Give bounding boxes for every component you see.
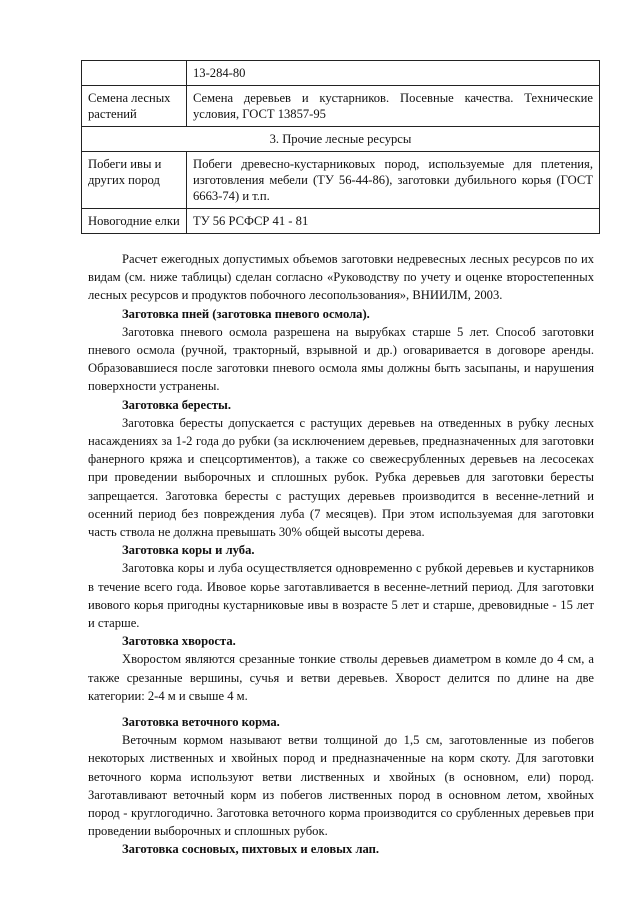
table-cell-category: Новогодние елки <box>82 209 187 234</box>
section-text-stumps: Заготовка пневого осмола разрешена на вырубках старше 5 лет. Способ заготовки пневого осмола (ручной, тракторный, взрывной и др.) оговаривается в договоре аренды. Образовавшиеся после заготовки пневого осмола ямы должны быть засыпаны, и нарушения поверхности устранены. <box>88 324 594 394</box>
table-row <box>82 152 600 209</box>
table-cell-standard: ТУ 56 РСФСР 41 - 81 <box>187 209 600 234</box>
intro-paragraph: Расчет ежегодных допустимых объемов заготовки недревесных лесных ресурсов по их видам (см. ниже таблицы) сделан согласно «Руководству по учету и оценке второстепенных лесных ресурсов и продуктов побочного лесопользования», ВНИИЛМ, 2003. <box>88 252 594 303</box>
section-text-birch-bark: Заготовка бересты допускается с растущих деревьев на отведенных в рубку лесных насаждениях за 1-2 года до рубки (за исключением деревьев, предназначенных для заготовки фанерного кряжа и спецсортиментов), а также со свежесрубленных деревьев на лесосеках при проведении выборочных и сплошных рубок. Рубка деревьев для заготовки бересты запрещается. Заготовка бересты с растущих деревьев производится в весенне-летний и осенний период без повреждения луба (7 месяцев). При этом используемая для заготовки часть ствола не должна превышать 30% общей высоты дерева. <box>88 415 594 540</box>
table-section-heading: 3. Прочие лесные ресурсы <box>82 127 600 152</box>
table-cell-category <box>82 61 187 86</box>
table-row <box>82 61 600 86</box>
section-heading-stumps: Заготовка пней (заготовка пневого осмола). <box>122 306 370 321</box>
section-text-brushwood: Хворостом являются срезанные тонкие стволы деревьев диаметром в комле до 4 см, а также срезанные вершины, сучья и ветви деревьев. Хворост делится по длине на две категории: 2-4 м и свыше 4 м. <box>88 652 594 703</box>
table-cell-category: Семена лесных растений <box>82 86 187 127</box>
table-cell-category: Побеги ивы и других пород <box>82 152 187 209</box>
standards-table <box>81 60 600 234</box>
table-row <box>82 127 600 152</box>
section-heading-twig-fodder: Заготовка веточного корма. <box>122 715 280 729</box>
table-cell-standard: 13-284-80 <box>187 61 600 86</box>
section-heading-bark-bast: Заготовка коры и луба. <box>122 543 255 558</box>
table-row <box>82 209 600 234</box>
section-heading-birch-bark: Заготовка бересты. <box>122 397 232 412</box>
section-text-bark-bast: Заготовка коры и луба осуществляется одновременно с рубкой деревьев и кустарников в течение всего года. Ивовое корье заготавливается в весенне-летний период. Для заготовки ивового корья пригодны кустарниковые ивы в возрасте 5 лет и старше, древовидные - 15 лет и старше. <box>88 561 594 631</box>
body-text-block-1 <box>88 250 594 705</box>
table-row <box>82 86 600 127</box>
body-text-block-2 <box>88 713 594 859</box>
section-heading-conifer-branches: Заготовка сосновых, пихтовых и еловых лап. <box>122 842 380 857</box>
section-text-twig-fodder: Веточным кормом называют ветви толщиной до 1,5 см, заготовленные из побегов некоторых лиственных и хвойных пород и предназначенные на корм скоту. Для заготовки веточного корма используют ветви лиственных и хвойных (в основном, ели) пород. Заготавливают веточный корм из побегов лиственных пород в основном летом, хвойных пород - круглогодично. Заготовка веточного корма производится со срубленных деревьев при проведении выборочных и сплошных рубок. <box>88 733 594 839</box>
table-cell-standard: Семена деревьев и кустарников. Посевные качества. Технические условия, ГОСТ 13857-95 <box>187 86 600 127</box>
table-cell-standard: Побеги древесно-кустарниковых пород, используемые для плетения, изготовления мебели (ТУ 56-44-86), заготовки дубильного корья (ГОСТ 6663-74) и т.п. <box>187 152 600 209</box>
section-heading-brushwood: Заготовка хвороста. <box>122 634 236 649</box>
